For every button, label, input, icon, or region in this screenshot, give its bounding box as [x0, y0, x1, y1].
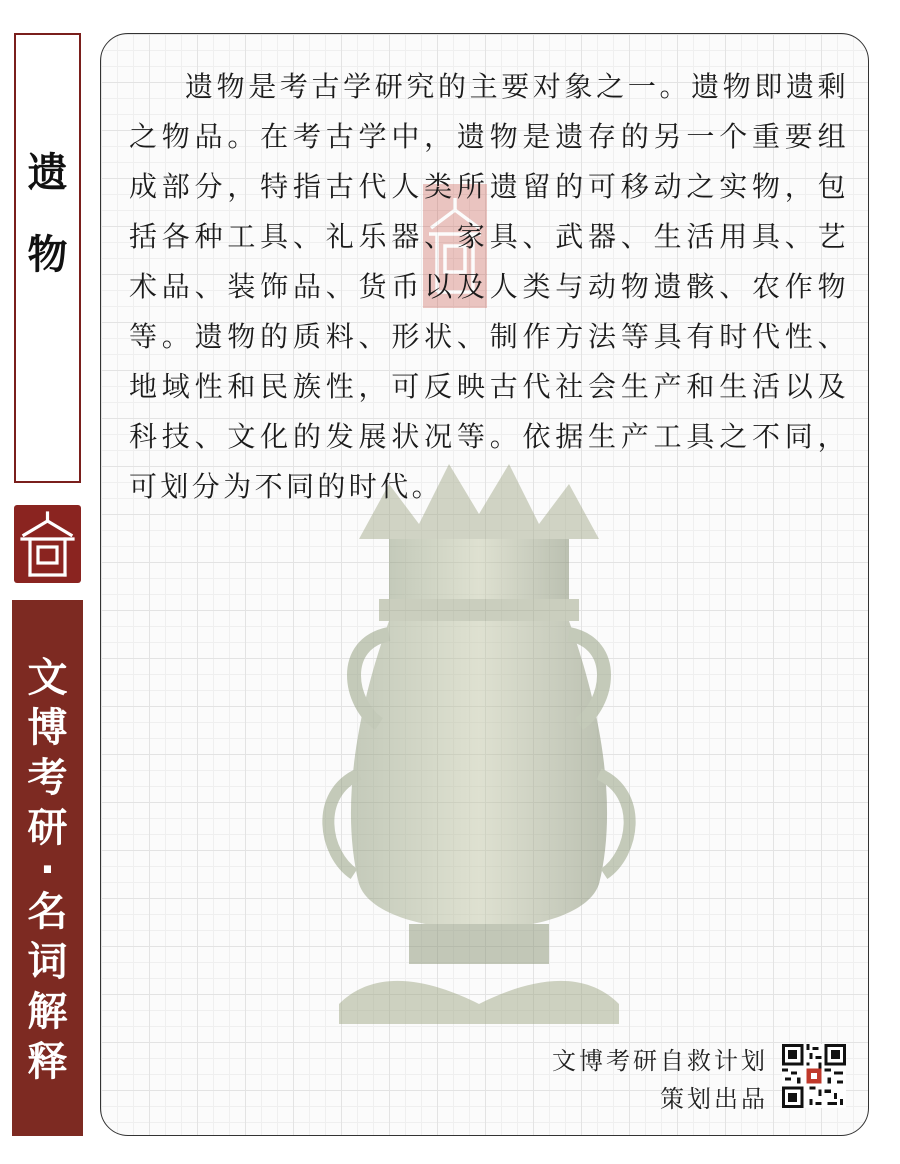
credit-line-1: 文博考研自救计划 — [552, 1047, 768, 1075]
series-char: 词 — [27, 939, 68, 985]
seal-logo-icon — [14, 505, 81, 583]
term-title-box — [14, 33, 81, 483]
bronze-vessel-watermark — [319, 444, 639, 1044]
series-char: · — [39, 847, 56, 893]
series-char: 名 — [27, 889, 68, 935]
term-title-char-1: 遗 — [27, 150, 68, 196]
definition-card — [100, 33, 869, 1136]
definition-text: 遗物是考古学研究的主要对象之一。遗物即遗剩之物品。在考古学中，遗物是遗存的另一个重要组成部分，特指古代人类所遗留的可移动之实物，包括各种工具、礼乐器、家具、武器、生活用具、艺术品、装饰品、货币以及人类与动物遗骸、农作物等。遗物的质料、形状、制作方法等具有时代性、地域性和民族性，可反映古代社会生产和生活以及科技、文化的发展状况等。依据生产工具之不同，可划分为不同的时代。 — [129, 70, 849, 503]
credit-line-2: 策划出品 — [660, 1085, 768, 1113]
term-title-char-2: 物 — [27, 232, 68, 278]
series-label-box — [12, 600, 83, 1136]
series-char: 博 — [27, 705, 68, 751]
series-char: 解 — [27, 989, 68, 1035]
credit-block — [552, 1042, 768, 1118]
series-char: 释 — [27, 1039, 68, 1085]
series-char: 研 — [27, 805, 68, 851]
series-char: 考 — [27, 755, 68, 801]
series-char: 文 — [27, 655, 68, 701]
qr-code-icon — [782, 1044, 846, 1108]
